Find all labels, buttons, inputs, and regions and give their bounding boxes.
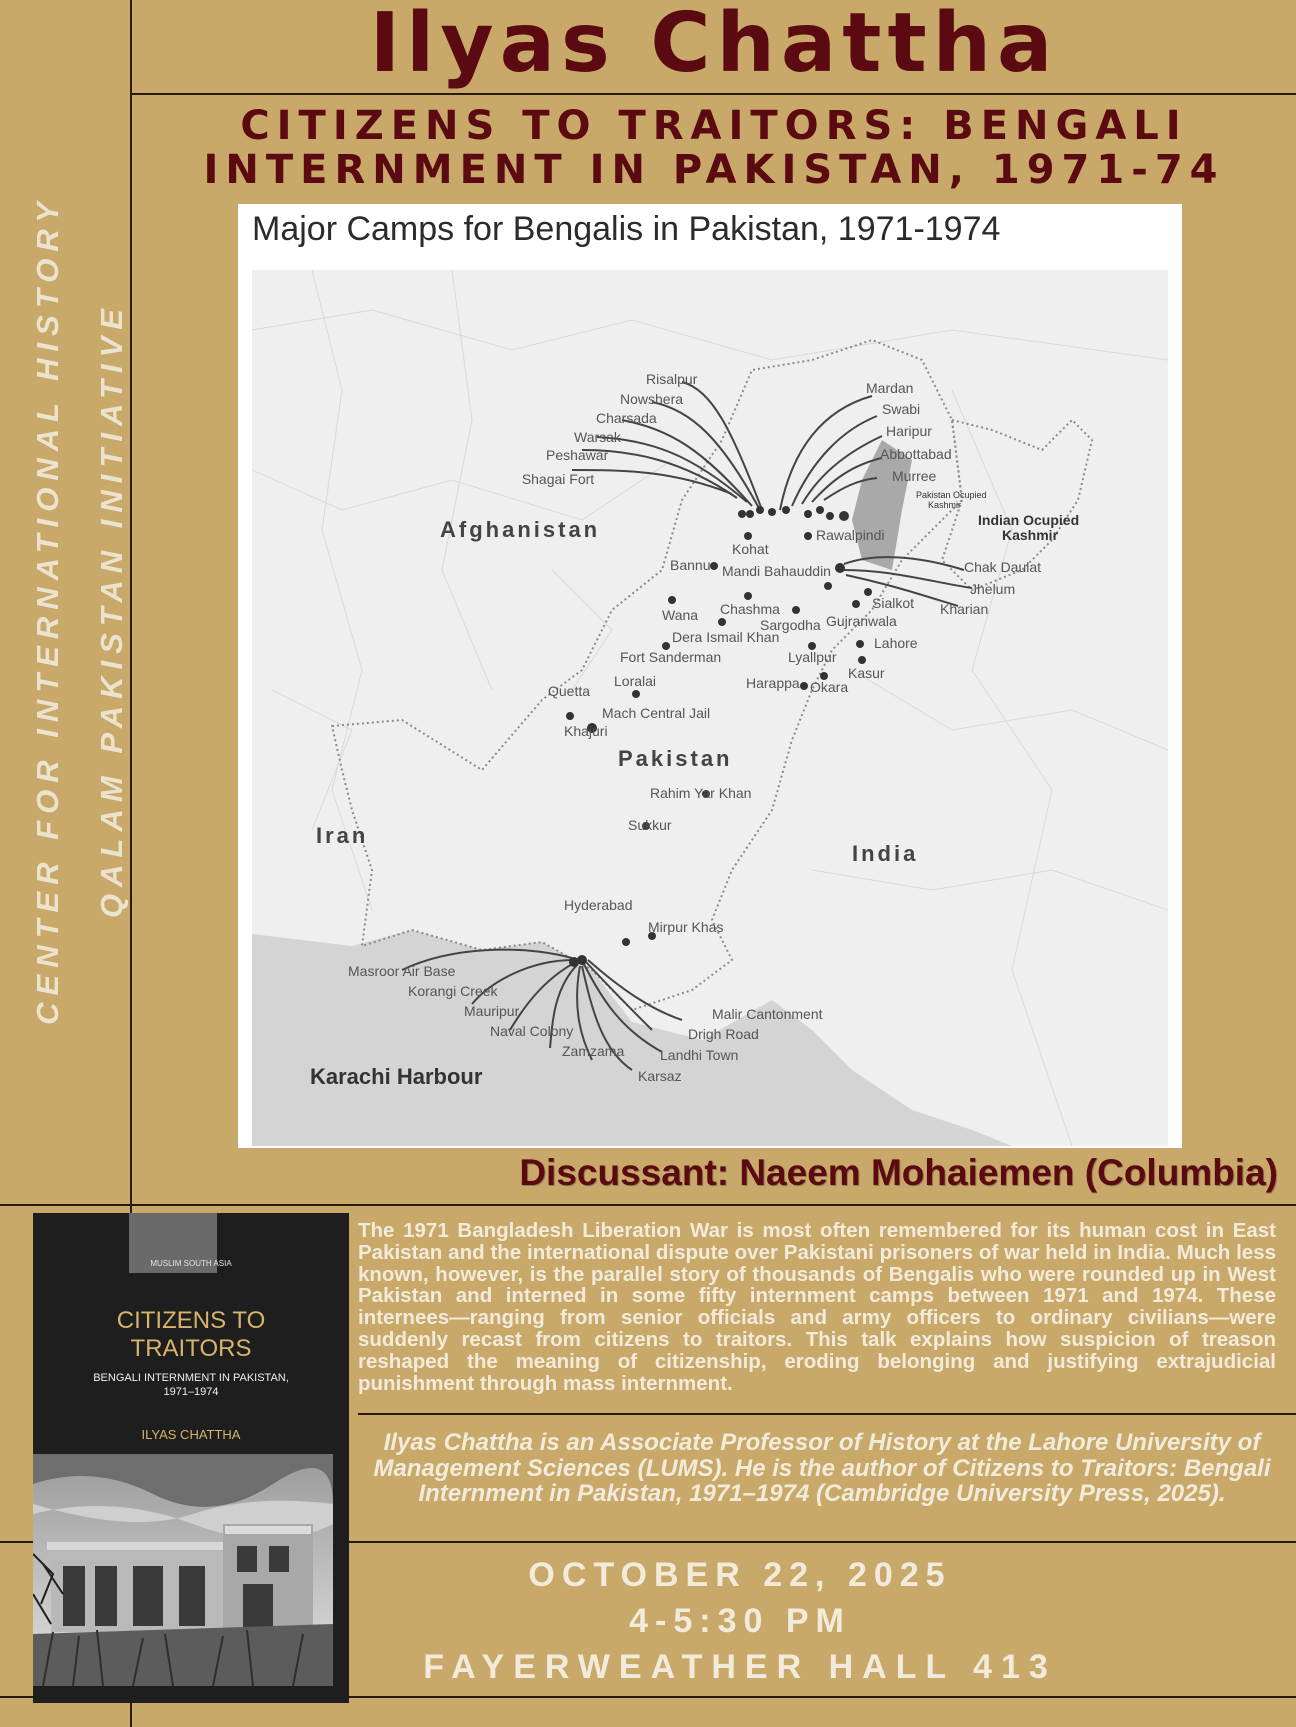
camps-map: [238, 204, 1182, 1148]
label-afghanistan: Afghanistan: [440, 517, 601, 542]
camp-jhelum: Jhelum: [970, 581, 1016, 597]
camp-gujranwala: Gujranwala: [826, 613, 897, 629]
camp-malir-cantonment: Malir Cantonment: [712, 1006, 823, 1022]
map-title: Major Camps for Bengalis in Pakistan, 1971-1974: [252, 210, 1001, 248]
camp-wana: Wana: [662, 607, 699, 623]
camp-karsaz: Karsaz: [638, 1068, 682, 1084]
camp-hyderabad: Hyderabad: [564, 897, 633, 913]
camp-masroor-air-base: Masroor Air Base: [348, 963, 456, 979]
cover-building-photo: [33, 1454, 333, 1686]
camp-rahim-yar-khan: Rahim Yar Khan: [650, 785, 752, 801]
camp-shagai-fort: Shagai Fort: [521, 471, 595, 487]
cover-series: MUSLIM SOUTH ASIA: [150, 1259, 232, 1268]
camp-sialkot: Sialkot: [872, 595, 915, 611]
cover-subtitle-line-2: 1971–1974: [163, 1386, 219, 1398]
speaker-name: Ilyas Chattha: [369, 0, 1059, 91]
camp-chak-daulat: Chak Daulat: [964, 559, 1042, 575]
label-iok-2: Kashmir: [1002, 527, 1059, 543]
camp-sukkur: Sukkur: [628, 817, 672, 833]
camp-warsak: Warsak: [574, 429, 621, 445]
camp-chashma: Chashma: [720, 601, 780, 617]
camp-naval-colony: Naval Colony: [490, 1023, 574, 1039]
camp-okara: Okara: [810, 679, 849, 695]
camp-murree: Murree: [892, 468, 937, 484]
cover-title-line-2: TRAITORS: [130, 1335, 252, 1362]
camp-bannu: Bannu: [670, 557, 711, 573]
label-pakistan: Pakistan: [618, 746, 733, 771]
talk-title-line-1: CITIZENS TO TRAITORS: BENGALI: [240, 103, 1188, 149]
talk-abstract: The 1971 Bangladesh Liberation War is most often remembered for its human cost in East Pakistan and the international dispute over Pakistani prisoners of war held in India. Much less known, however, is the parallel story of thousands of Bengalis who were rounded up in West Pakistan and interned in some fifty internment camps between 1971 and 1974. These internees—ranging from senior officials and army officers to ordinary civilians—were suddenly recast from citizens to traitors. This talk explains how suspicion of treason reshaped the meaning of citizenship, eroding belonging and justifying extrajudicial punishment through mass internment.: [358, 1219, 1276, 1395]
book-cover: [33, 1213, 349, 1703]
camp-mandi-bahauddin: Mandi Bahauddin: [722, 563, 831, 579]
label-pok-1: Pakistan Ocupied: [916, 490, 987, 500]
camp-abbottabad: Abbottabad: [880, 446, 952, 462]
event-venue: FAYERWEATHER HALL 413: [423, 1648, 1057, 1686]
speaker-bio: Ilyas Chattha is an Associate Professor of History at the Lahore University of Management Sciences (LUMS). He is the author of Citizens to Traitors: Bengali Internment in Pakistan, 1971–1974 (Cambridge University Press, 2025).: [373, 1429, 1271, 1507]
camp-kharian: Kharian: [940, 601, 989, 617]
camp-lahore: Lahore: [874, 635, 918, 651]
map-graphic: [252, 270, 1168, 1146]
frame-line-above-abstract: [0, 1204, 1296, 1206]
cover-title: [33, 1307, 349, 1363]
camp-dera-ismail-khan: Dera Ismail Khan: [672, 629, 780, 645]
camp-nowshera: Nowshera: [620, 391, 684, 407]
frame-line-abstract-bio: [358, 1413, 1296, 1415]
frame-line-under-name: [130, 93, 1296, 95]
talk-title-line-2: INTERNMENT IN PAKISTAN, 1971-74: [203, 147, 1225, 193]
center-name: CENTER FOR INTERNATIONAL HISTORY: [30, 195, 65, 1025]
camp-zamzama: Zamzama: [562, 1043, 625, 1059]
camp-khajuri: Khajuri: [564, 723, 608, 739]
camp-sargodha: Sargodha: [760, 617, 821, 633]
camp-peshawar: Peshawar: [546, 447, 609, 463]
camp-mach-central-jail: Mach Central Jail: [602, 705, 711, 721]
camp-lyallpur: Lyallpur: [788, 649, 837, 665]
camp-quetta: Quetta: [548, 683, 591, 699]
cover-author: ILYAS CHATTHA: [141, 1427, 241, 1442]
camp-kasur: Kasur: [848, 665, 885, 681]
camp-charsada: Charsada: [596, 410, 657, 426]
camp-loralai: Loralai: [614, 673, 657, 689]
camp-harappa: Harappa: [746, 675, 800, 691]
camp-mirpur-khas: Mirpur Khas: [648, 919, 724, 935]
cover-subtitle: [43, 1371, 339, 1399]
camp-landhi-town: Landhi Town: [660, 1047, 739, 1063]
label-karachi-harbour: Karachi Harbour: [310, 1064, 483, 1089]
cover-title-line-1: CITIZENS TO: [116, 1307, 266, 1334]
camp-kohat: Kohat: [732, 541, 769, 557]
discussant: Discussant: Naeem Mohaiemen (Columbia): [519, 1152, 1278, 1193]
camp-swabi: Swabi: [882, 401, 921, 417]
label-india: India: [852, 841, 919, 866]
camp-mardan: Mardan: [866, 380, 914, 396]
label-pok-2: Kashmir: [928, 500, 962, 510]
cover-subtitle-line-1: BENGALI INTERNMENT IN PAKISTAN,: [93, 1372, 289, 1384]
camp-fort-sanderman: Fort Sanderman: [620, 649, 722, 665]
camp-rawalpindi: Rawalpindi: [816, 527, 885, 543]
camp-drigh-road: Drigh Road: [688, 1026, 759, 1042]
camp-korangi-creek: Korangi Creek: [408, 983, 498, 999]
camp-mauripur: Mauripur: [464, 1003, 520, 1019]
event-time: 4-5:30 PM: [629, 1602, 851, 1640]
initiative-name: QALAM PAKISTAN INITIATIVE: [94, 302, 129, 918]
event-date: OCTOBER 22, 2025: [528, 1556, 952, 1594]
label-iok-1: Indian Ocupied: [978, 512, 1080, 528]
camp-risalpur: Risalpur: [646, 371, 698, 387]
camp-haripur: Haripur: [886, 423, 932, 439]
label-iran: Iran: [316, 823, 369, 848]
talk-title: [132, 104, 1296, 192]
